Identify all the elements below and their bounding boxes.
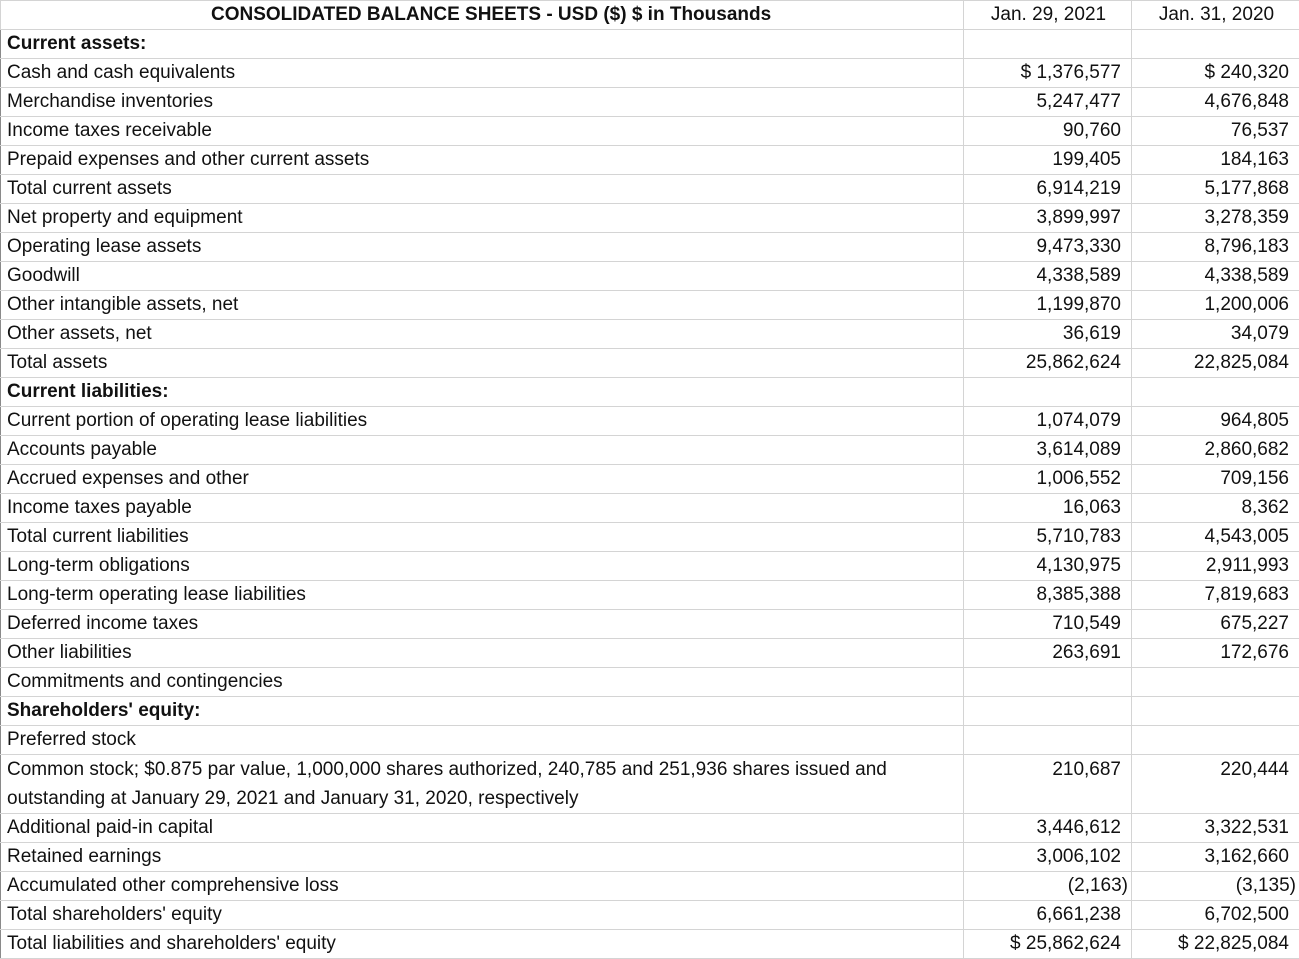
value-cell-jan-31-2020[interactable]: 7,819,683 (1132, 581, 1299, 610)
table-row (1, 494, 1299, 523)
row-label-cell[interactable]: Long-term obligations (1, 552, 964, 581)
value-cell-jan-31-2020[interactable]: 8,796,183 (1132, 233, 1299, 262)
table-row (1, 349, 1299, 378)
value-cell-jan-31-2020[interactable]: 4,676,848 (1132, 88, 1299, 117)
value-cell-jan-29-2021[interactable]: 710,549 (964, 610, 1132, 639)
value-cell-jan-29-2021[interactable]: 6,914,219 (964, 175, 1132, 204)
row-label-cell[interactable]: Prepaid expenses and other current assets (1, 146, 964, 175)
table-row (1, 204, 1299, 233)
section-header-row (1, 30, 1299, 59)
value-cell-jan-29-2021[interactable]: 3,006,102 (964, 843, 1132, 872)
value-cell-jan-31-2020[interactable]: 4,543,005 (1132, 523, 1299, 552)
value-cell-jan-31-2020[interactable]: 3,322,531 (1132, 814, 1299, 843)
table-row (1, 639, 1299, 668)
row-label-cell[interactable]: Merchandise inventories (1, 88, 964, 117)
value-cell-jan-31-2020[interactable]: 2,860,682 (1132, 436, 1299, 465)
value-cell-jan-31-2020[interactable] (1132, 668, 1299, 697)
value-cell-jan-31-2020[interactable]: 22,825,084 (1132, 349, 1299, 378)
value-cell-jan-31-2020[interactable]: 172,676 (1132, 639, 1299, 668)
row-label-cell[interactable]: Net property and equipment (1, 204, 964, 233)
row-label-cell[interactable]: Other liabilities (1, 639, 964, 668)
row-label-cell[interactable]: Total assets (1, 349, 964, 378)
table-row (1, 523, 1299, 552)
value-cell-jan-31-2020[interactable]: 76,537 (1132, 117, 1299, 146)
value-cell-jan-29-2021[interactable]: 210,687 (964, 755, 1132, 814)
value-cell-jan-29-2021[interactable]: 263,691 (964, 639, 1132, 668)
value-cell-jan-31-2020[interactable] (1132, 30, 1299, 59)
row-label-cell[interactable]: Current portion of operating lease liabilities (1, 407, 964, 436)
value-cell-jan-29-2021[interactable]: 3,899,997 (964, 204, 1132, 233)
row-label-cell[interactable]: Other intangible assets, net (1, 291, 964, 320)
table-row (1, 146, 1299, 175)
section-header-row (1, 378, 1299, 407)
value-cell-jan-29-2021[interactable]: 16,063 (964, 494, 1132, 523)
value-cell-jan-31-2020[interactable] (1132, 726, 1299, 755)
value-cell-jan-29-2021[interactable]: (2,163) (964, 872, 1132, 901)
header-row (1, 1, 1299, 30)
table-row (1, 436, 1299, 465)
row-label-cell[interactable]: Accumulated other comprehensive loss (1, 872, 964, 901)
table-row (1, 930, 1299, 959)
value-cell-jan-29-2021[interactable]: 9,473,330 (964, 233, 1132, 262)
column-header-jan-29-2021[interactable]: Jan. 29, 2021 (964, 1, 1132, 30)
row-label-cell[interactable]: Commitments and contingencies (1, 668, 964, 697)
value-cell-jan-31-2020[interactable]: 6,702,500 (1132, 901, 1299, 930)
row-label-cell[interactable]: Other assets, net (1, 320, 964, 349)
value-cell-jan-31-2020[interactable] (1132, 697, 1299, 726)
row-label-cell[interactable]: Accrued expenses and other (1, 465, 964, 494)
value-cell-jan-29-2021[interactable]: $ 1,376,577 (964, 59, 1132, 88)
value-cell-jan-29-2021[interactable]: 3,614,089 (964, 436, 1132, 465)
row-label-cell[interactable]: Shareholders' equity: (1, 697, 964, 726)
table-row (1, 465, 1299, 494)
value-cell-jan-29-2021[interactable]: 1,199,870 (964, 291, 1132, 320)
table-row (1, 814, 1299, 843)
value-cell-jan-31-2020[interactable] (1132, 378, 1299, 407)
value-cell-jan-31-2020[interactable]: 184,163 (1132, 146, 1299, 175)
row-label-cell[interactable]: Common stock; $0.875 par value, 1,000,000 shares authorized, 240,785 and 251,936 shares issued and outstanding at January 29, 2021 and January 31, 2020, respectively (1, 755, 964, 814)
value-cell-jan-29-2021[interactable]: 3,446,612 (964, 814, 1132, 843)
row-label-cell[interactable]: Income taxes payable (1, 494, 964, 523)
table-row (1, 610, 1299, 639)
value-cell-jan-29-2021[interactable]: 90,760 (964, 117, 1132, 146)
row-label-cell[interactable]: Preferred stock (1, 726, 964, 755)
table-row (1, 901, 1299, 930)
row-label-cell[interactable]: Current liabilities: (1, 378, 964, 407)
value-cell-jan-31-2020[interactable]: 3,162,660 (1132, 843, 1299, 872)
row-label-cell[interactable]: Retained earnings (1, 843, 964, 872)
table-body (1, 30, 1299, 959)
sheet-title[interactable]: CONSOLIDATED BALANCE SHEETS - USD ($) $ in Thousands (1, 1, 964, 30)
value-cell-jan-29-2021[interactable]: 6,661,238 (964, 901, 1132, 930)
value-cell-jan-31-2020[interactable]: 8,362 (1132, 494, 1299, 523)
row-label-cell[interactable]: Operating lease assets (1, 233, 964, 262)
row-label-cell[interactable]: Total current assets (1, 175, 964, 204)
table-row (1, 262, 1299, 291)
value-cell-jan-31-2020[interactable]: 1,200,006 (1132, 291, 1299, 320)
section-header-row (1, 697, 1299, 726)
table-row (1, 407, 1299, 436)
value-cell-jan-29-2021[interactable]: 8,385,388 (964, 581, 1132, 610)
table-row (1, 843, 1299, 872)
row-label-cell[interactable]: Long-term operating lease liabilities (1, 581, 964, 610)
value-cell-jan-29-2021[interactable]: 1,074,079 (964, 407, 1132, 436)
value-cell-jan-31-2020[interactable]: $ 22,825,084 (1132, 930, 1299, 959)
column-header-jan-31-2020[interactable]: Jan. 31, 2020 (1132, 1, 1299, 30)
table-row (1, 872, 1299, 901)
row-label-cell[interactable]: Goodwill (1, 262, 964, 291)
value-cell-jan-29-2021[interactable]: 5,710,783 (964, 523, 1132, 552)
table-row (1, 59, 1299, 88)
value-cell-jan-31-2020[interactable]: 675,227 (1132, 610, 1299, 639)
table-row (1, 320, 1299, 349)
row-label-cell[interactable]: Income taxes receivable (1, 117, 964, 146)
value-cell-jan-29-2021[interactable]: 5,247,477 (964, 88, 1132, 117)
row-label-cell[interactable]: Total shareholders' equity (1, 901, 964, 930)
value-cell-jan-31-2020[interactable]: 3,278,359 (1132, 204, 1299, 233)
table-row (1, 117, 1299, 146)
value-cell-jan-29-2021[interactable]: $ 25,862,624 (964, 930, 1132, 959)
table-row (1, 755, 1299, 814)
value-cell-jan-31-2020[interactable]: 5,177,868 (1132, 175, 1299, 204)
value-cell-jan-31-2020[interactable]: $ 240,320 (1132, 59, 1299, 88)
row-label-cell[interactable]: Total current liabilities (1, 523, 964, 552)
value-cell-jan-31-2020[interactable]: 2,911,993 (1132, 552, 1299, 581)
value-cell-jan-29-2021[interactable]: 199,405 (964, 146, 1132, 175)
table-row (1, 581, 1299, 610)
value-cell-jan-29-2021[interactable] (964, 697, 1132, 726)
table-row (1, 726, 1299, 755)
value-cell-jan-31-2020[interactable]: 709,156 (1132, 465, 1299, 494)
table-row (1, 233, 1299, 262)
value-cell-jan-29-2021[interactable] (964, 30, 1132, 59)
table-row (1, 552, 1299, 581)
value-cell-jan-29-2021[interactable] (964, 726, 1132, 755)
value-cell-jan-29-2021[interactable] (964, 378, 1132, 407)
value-cell-jan-31-2020[interactable]: 964,805 (1132, 407, 1299, 436)
row-label-cell[interactable]: Total liabilities and shareholders' equity (1, 930, 964, 959)
value-cell-jan-29-2021[interactable]: 4,130,975 (964, 552, 1132, 581)
table-row (1, 88, 1299, 117)
table-row (1, 291, 1299, 320)
row-label-cell[interactable]: Deferred income taxes (1, 610, 964, 639)
value-cell-jan-31-2020[interactable]: (3,135) (1132, 872, 1299, 901)
row-label-cell[interactable]: Accounts payable (1, 436, 964, 465)
value-cell-jan-29-2021[interactable]: 36,619 (964, 320, 1132, 349)
value-cell-jan-31-2020[interactable]: 4,338,589 (1132, 262, 1299, 291)
value-cell-jan-29-2021[interactable] (964, 668, 1132, 697)
row-label-cell[interactable]: Additional paid-in capital (1, 814, 964, 843)
value-cell-jan-29-2021[interactable]: 1,006,552 (964, 465, 1132, 494)
value-cell-jan-31-2020[interactable]: 34,079 (1132, 320, 1299, 349)
value-cell-jan-29-2021[interactable]: 25,862,624 (964, 349, 1132, 378)
table-row (1, 175, 1299, 204)
row-label-cell[interactable]: Cash and cash equivalents (1, 59, 964, 88)
table-row (1, 668, 1299, 697)
row-label-cell[interactable]: Current assets: (1, 30, 964, 59)
value-cell-jan-29-2021[interactable]: 4,338,589 (964, 262, 1132, 291)
value-cell-jan-31-2020[interactable]: 220,444 (1132, 755, 1299, 814)
